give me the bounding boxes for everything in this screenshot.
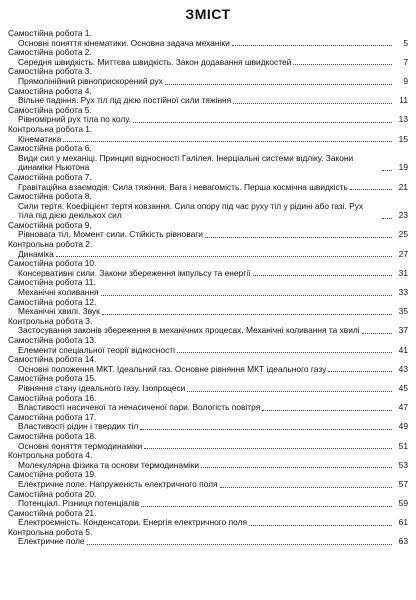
dot-leader	[87, 543, 392, 545]
toc-entry-title: Гравітаційна взаємодія. Сила тяжіння. Вага і невагомість. Перша космічна швидкість	[18, 182, 348, 192]
toc-entry-text-wrap	[8, 269, 394, 279]
toc-entry-title: Рівновага тіл. Момент сили. Стійкість рівноваги	[18, 230, 203, 240]
dot-leader	[249, 524, 392, 526]
dot-leader	[362, 332, 392, 334]
toc-section-heading: Самостійна робота 10.	[8, 259, 97, 269]
toc-entry-title: Види сил у механіці. Принцип відносності Галілея. Інерціальні системи відліку. Закони динаміки Ньютона	[18, 152, 354, 173]
toc-entry-title: Електричне поле	[18, 537, 85, 547]
toc-entry[interactable]	[8, 518, 408, 528]
toc-entry[interactable]	[8, 346, 408, 356]
dot-leader	[293, 63, 392, 65]
toc-section-heading: Самостійна робота 20.	[8, 489, 97, 499]
toc-entry[interactable]	[8, 77, 408, 87]
toc-page-number: 49	[398, 421, 408, 432]
toc-entry-text-wrap	[8, 442, 394, 452]
toc-entry-title: Електричне поле. Напруженість електричного поля	[18, 479, 218, 489]
dot-leader	[63, 140, 392, 142]
toc-section-heading: Самостійна робота 8.	[8, 192, 92, 202]
toc-entry-title: Рівняння стану ідеального газу. Ізопроцеси	[18, 383, 186, 393]
toc-entry[interactable]	[8, 154, 408, 173]
dot-leader	[233, 102, 392, 104]
toc-section-heading: Самостійна робота 7.	[8, 172, 92, 182]
toc-section-heading: Самостійна робота 9.	[8, 220, 92, 230]
toc-page-number: 13	[398, 114, 408, 125]
toc-entry-text-wrap	[8, 346, 394, 356]
dot-leader	[133, 121, 392, 123]
dot-leader	[101, 294, 392, 296]
toc-entry[interactable]	[8, 39, 408, 49]
toc-page-number: 27	[398, 248, 408, 259]
toc-entry[interactable]	[8, 58, 408, 68]
toc-section-heading: Самостійна робота 2.	[8, 48, 92, 58]
toc-entry-title: Кінематика	[18, 134, 62, 144]
dot-leader	[201, 466, 392, 468]
toc-entry-title: Основні поняття термодинаміки	[18, 441, 143, 451]
toc-entry-title: Механічні коливання	[18, 288, 99, 298]
toc-entry-text-wrap	[8, 365, 394, 375]
toc-entry-title: Елементи спеціальної теорії відносності	[18, 345, 175, 355]
toc-page-number: 21	[398, 181, 408, 192]
toc-page-number: 45	[398, 382, 408, 393]
toc-entry-text-wrap	[8, 58, 394, 68]
toc-entry-title: Потенціал. Різниця потенціалів	[18, 499, 140, 509]
toc-entry[interactable]	[8, 326, 408, 336]
toc-entry-title: Консервативні сили. Закони збереження імпульсу та енергії	[18, 268, 251, 278]
toc-page-number: 59	[398, 498, 408, 509]
toc-page-number: 19	[398, 162, 408, 173]
toc-entry-text-wrap	[8, 135, 394, 145]
page-title: ЗМІСТ	[185, 6, 231, 22]
toc-page-number: 63	[398, 536, 408, 547]
dot-leader	[177, 351, 392, 353]
toc-entry[interactable]	[8, 307, 408, 317]
toc-entry-text-wrap	[8, 461, 394, 471]
toc-entry[interactable]	[8, 183, 408, 193]
toc-page-number: 7	[403, 56, 408, 67]
toc-entry-text-wrap	[8, 326, 394, 336]
toc-entry[interactable]	[8, 230, 408, 240]
toc-section-heading: Самостійна робота 18.	[8, 431, 97, 441]
toc-entry[interactable]	[8, 442, 408, 452]
table-of-contents	[8, 29, 408, 547]
toc-section-heading: Самостійна робота 13.	[8, 336, 97, 345]
dot-leader	[140, 428, 392, 430]
toc-page-number: 11	[399, 95, 408, 106]
toc-entry-text-wrap	[8, 77, 394, 87]
toc-page-number: 37	[398, 325, 408, 336]
toc-section-heading: Самостійна робота 17.	[8, 412, 97, 422]
toc-entry[interactable]	[8, 115, 408, 125]
toc-entry-text-wrap	[8, 288, 394, 298]
dot-leader	[144, 447, 392, 449]
toc-section-heading: Контрольна робота 3.	[8, 316, 93, 326]
toc-entry-title: Прямолінійний рівноприскорений рух	[18, 76, 163, 86]
toc-page-number: 15	[398, 133, 408, 144]
toc-entry-title: Властивості рідин і твердих тіл	[18, 422, 139, 432]
toc-section-heading: Самостійна робота 3.	[8, 67, 92, 77]
toc-section-heading: Самостійна робота 16.	[8, 393, 97, 403]
toc-entry-text-wrap	[8, 518, 394, 528]
dot-leader	[141, 505, 392, 507]
toc-entry-title: Молекулярна фізика та основи термодинаміки	[18, 460, 200, 470]
toc-entry-title: Рівномірний рух тіла по колу.	[18, 115, 131, 125]
dot-leader	[262, 409, 392, 411]
toc-entry[interactable]	[8, 537, 408, 547]
toc-entry[interactable]	[8, 365, 408, 375]
toc-page-number: 5	[403, 37, 408, 48]
toc-section-heading: Самостійна робота 21.	[8, 508, 97, 518]
toc-section-heading: Самостійна робота 4.	[8, 86, 92, 96]
toc-section-heading: Самостійна робота 5.	[8, 105, 92, 115]
toc-section-heading: Контрольна робота 4.	[8, 451, 93, 461]
toc-entry-text-wrap	[8, 115, 394, 125]
toc-entry-title: Сили тертя. Коефіцієнт тертя ковзання. Сила опору під час руху тіл у рідині або газі. Рух тіла під дією декількох сил	[18, 200, 364, 221]
toc-entry[interactable]	[8, 269, 408, 279]
toc-section-heading: Самостійна робота 19.	[8, 470, 97, 480]
toc-entry[interactable]	[8, 403, 408, 413]
toc-entry-title: Механічні хвилі. Звук	[18, 307, 100, 317]
toc-entry[interactable]	[8, 202, 408, 221]
toc-entry[interactable]	[8, 135, 408, 145]
dot-leader	[350, 188, 392, 190]
toc-entry-title: Основні положення МКТ. Ідеальний газ. Основне рівняння МКТ ідеального газу	[18, 364, 327, 374]
dot-leader	[56, 255, 392, 257]
toc-entry-text-wrap	[8, 537, 394, 547]
toc-entry-title: Застосування законів збереження в механічних процесах. Механічні коливання та хвилі	[18, 326, 360, 336]
dot-leader	[165, 83, 392, 85]
toc-entry[interactable]	[8, 480, 408, 490]
toc-page-number: 51	[398, 440, 408, 451]
toc-entry[interactable]	[8, 288, 408, 298]
toc-page-number: 57	[398, 478, 408, 489]
toc-section-heading: Самостійна робота 14.	[8, 355, 97, 365]
toc-entry[interactable]	[8, 461, 408, 471]
toc-section-heading: Самостійна робота 6.	[8, 144, 92, 154]
dot-leader	[232, 44, 392, 46]
toc-entry-title: Вільне падіння. Рух тіл під дією постійної сили тяжіння	[18, 96, 232, 106]
toc-entry-text-wrap	[8, 384, 394, 394]
dot-leader	[382, 169, 392, 171]
toc-entry-text-wrap	[8, 154, 394, 173]
toc-entry-text-wrap	[8, 422, 394, 432]
toc-page-number: 31	[398, 267, 408, 278]
toc-page-number: 43	[398, 363, 408, 374]
dot-leader	[102, 313, 392, 315]
toc-entry[interactable]	[8, 250, 408, 260]
dot-leader	[253, 274, 393, 276]
toc-entry[interactable]	[8, 422, 408, 432]
toc-page-number: 41	[398, 344, 408, 355]
toc-entry-text-wrap	[8, 250, 394, 260]
toc-entry-text-wrap	[8, 202, 394, 221]
toc-entry[interactable]	[8, 96, 408, 106]
toc-page-number: 9	[403, 75, 408, 86]
toc-section-heading: Контрольна робота 5.	[8, 527, 93, 537]
toc-entry-title: Основні поняття кінематики. Основна задача механіки	[18, 38, 230, 48]
toc-entry-title: Динаміка	[18, 249, 54, 259]
dot-leader	[328, 370, 392, 372]
toc-entry[interactable]	[8, 384, 408, 394]
toc-entry-text-wrap	[8, 307, 394, 317]
toc-page-number: 25	[398, 229, 408, 240]
toc-entry-text-wrap	[8, 499, 394, 509]
toc-page-number: 33	[398, 287, 408, 298]
toc-page-number: 35	[398, 306, 408, 317]
toc-page-number: 23	[398, 210, 408, 221]
toc-page-number: 53	[398, 459, 408, 470]
dot-leader	[187, 390, 392, 392]
toc-entry-title: Середня швидкість. Миттєва швидкість. Закон додавання швидкостей	[18, 57, 292, 67]
toc-section-heading: Самостійна робота 11.	[8, 278, 96, 288]
toc-page-number: 47	[398, 402, 408, 413]
toc-entry-title: Електроємність. Конденсатори. Енергія електричного поля	[18, 518, 248, 528]
dot-leader	[220, 486, 392, 488]
dot-leader	[382, 217, 392, 219]
toc-entry-text-wrap	[8, 230, 394, 240]
toc-entry-text-wrap	[8, 183, 394, 193]
toc-entry-text-wrap	[8, 39, 394, 49]
toc-page-number: 61	[398, 517, 408, 528]
toc-section-heading: Контрольна робота 2.	[8, 240, 93, 250]
dot-leader	[205, 236, 392, 238]
toc-entry-text-wrap	[8, 96, 394, 106]
toc-entry[interactable]	[8, 499, 408, 509]
toc-section-heading: Самостійна робота 15.	[8, 374, 97, 384]
toc-section-heading: Самостійна робота 1.	[8, 29, 92, 38]
toc-section-heading: Контрольна робота 1.	[8, 124, 93, 134]
toc-entry-text-wrap	[8, 403, 394, 413]
toc-entry-text-wrap	[8, 480, 394, 490]
toc-section-heading: Самостійна робота 12.	[8, 297, 97, 307]
toc-entry-title: Властивості насиченої та ненасиченої пари. Вологість повітря	[18, 403, 261, 413]
